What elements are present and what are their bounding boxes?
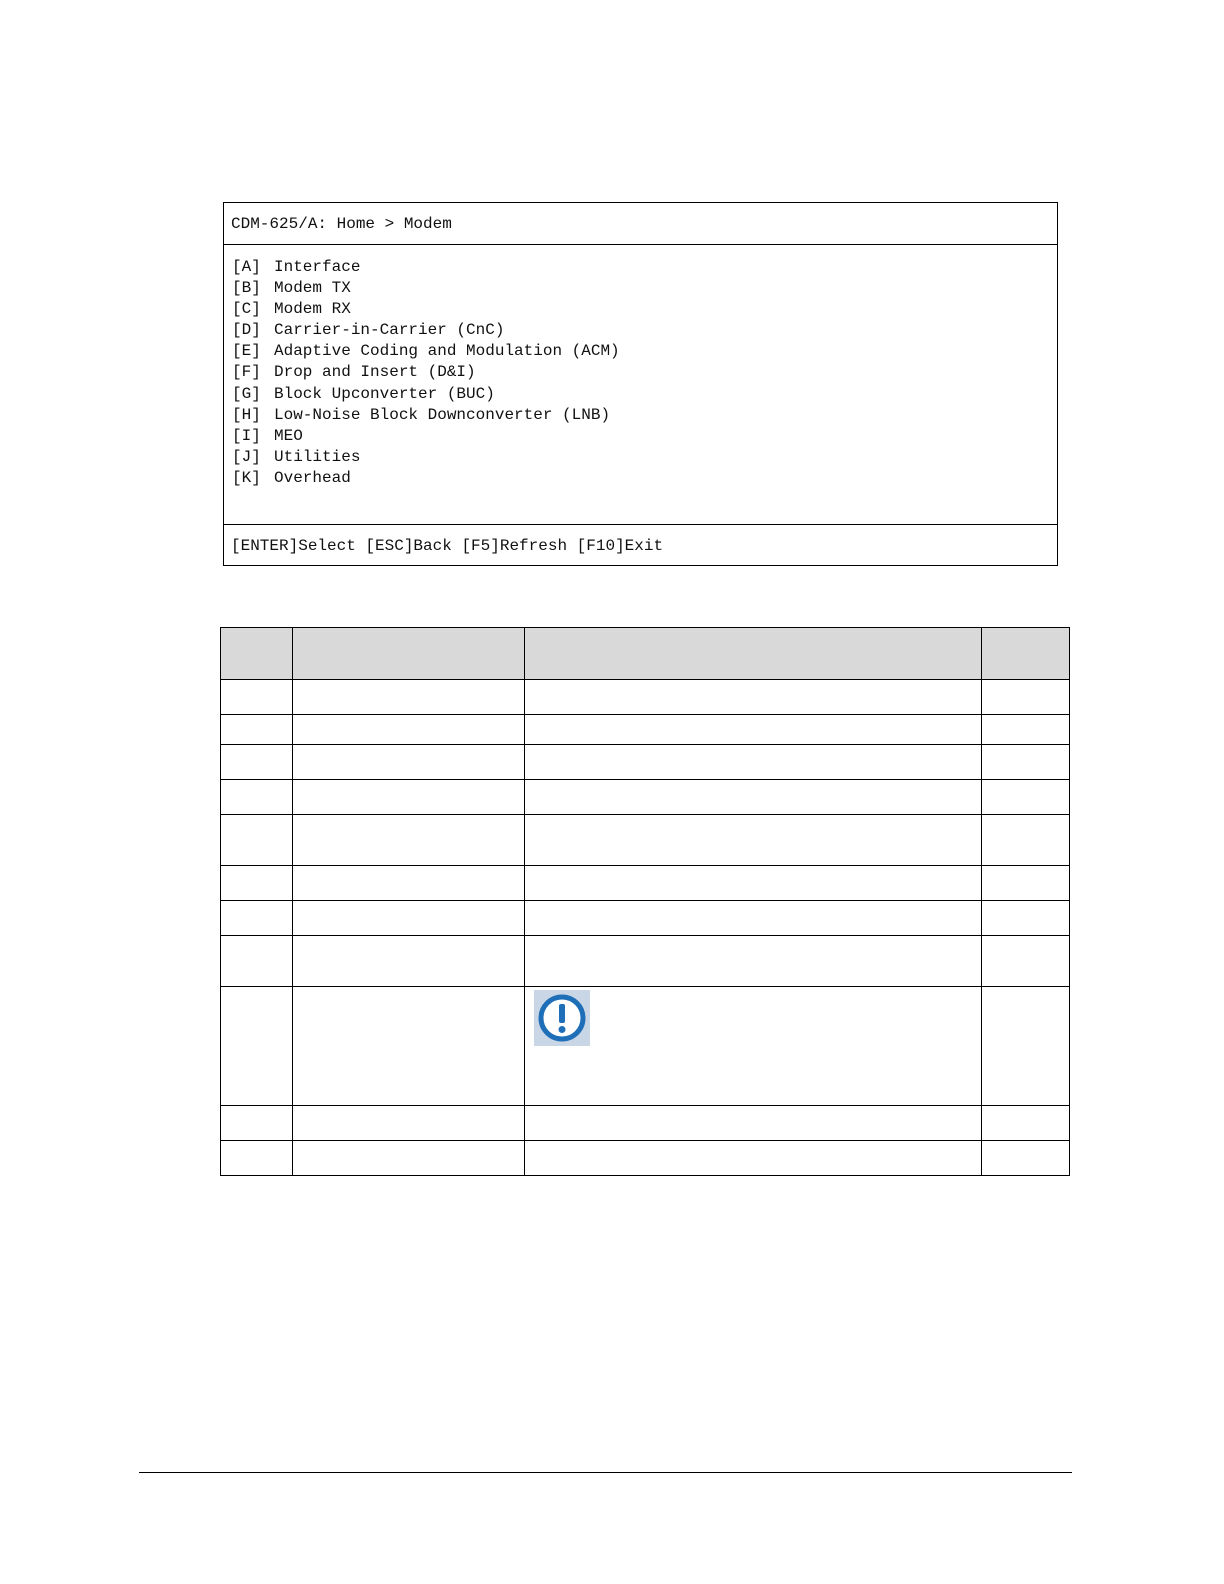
menu-key: [I] — [232, 426, 261, 445]
table-cell — [293, 780, 525, 815]
menu-item-overhead[interactable] — [232, 468, 620, 489]
table-row — [221, 745, 1070, 780]
menu-key: [K] — [232, 468, 261, 487]
table-cell — [981, 1141, 1069, 1176]
menu-item-cnc[interactable] — [232, 320, 620, 341]
terminal-window — [223, 202, 1058, 566]
table-cell — [221, 866, 293, 901]
table-header-row — [221, 628, 1070, 680]
table-cell — [981, 680, 1069, 715]
table-cell — [525, 987, 981, 1106]
table-cell — [981, 745, 1069, 780]
table-header-cell — [293, 628, 525, 680]
table-row — [221, 780, 1070, 815]
breadcrumb: CDM-625/A: Home > Modem — [231, 215, 452, 233]
table-cell — [293, 866, 525, 901]
table-cell — [221, 901, 293, 936]
table-cell — [221, 780, 293, 815]
table-cell — [293, 936, 525, 987]
table-cell — [525, 866, 981, 901]
table-header-cell — [981, 628, 1069, 680]
table-cell — [293, 745, 525, 780]
table-row — [221, 815, 1070, 866]
table-row — [221, 680, 1070, 715]
table-row — [221, 866, 1070, 901]
table-header-cell — [525, 628, 981, 680]
menu-item-interface[interactable] — [232, 257, 620, 278]
menu-label: Overhead — [274, 468, 351, 487]
menu-label: MEO — [274, 426, 303, 445]
table-cell — [525, 680, 981, 715]
table-cell — [293, 715, 525, 745]
menu-item-modem-tx[interactable] — [232, 278, 620, 299]
table-cell — [525, 745, 981, 780]
menu-key: [C] — [232, 300, 261, 319]
table-cell — [525, 901, 981, 936]
table-cell — [221, 987, 293, 1106]
menu-key: [G] — [232, 384, 261, 403]
table-cell — [293, 1106, 525, 1141]
table-cell — [981, 1106, 1069, 1141]
table-row — [221, 987, 1070, 1106]
table-row — [221, 936, 1070, 987]
menu-key: [F] — [232, 363, 261, 382]
table-cell — [221, 936, 293, 987]
menu-label: Utilities — [274, 447, 361, 466]
table-row — [221, 1141, 1070, 1176]
menu-label: Low-Noise Block Downconverter (LNB) — [274, 405, 611, 424]
menu-label: Block Upconverter (BUC) — [274, 384, 495, 403]
menu-key: [D] — [232, 321, 261, 340]
table-cell — [981, 936, 1069, 987]
table-cell — [221, 680, 293, 715]
table-cell — [221, 815, 293, 866]
key-hints: [ENTER]Select [ESC]Back [F5]Refresh [F10]Exit — [231, 537, 664, 555]
table-cell — [525, 1141, 981, 1176]
menu-key: [J] — [232, 447, 261, 466]
exclamation-circle-icon — [534, 990, 590, 1046]
table-header-cell — [221, 628, 293, 680]
table-cell — [293, 901, 525, 936]
menu-label: Adaptive Coding and Modulation (ACM) — [274, 342, 620, 361]
table-cell — [981, 780, 1069, 815]
table-cell — [525, 780, 981, 815]
table-cell — [221, 1106, 293, 1141]
table-row — [221, 715, 1070, 745]
menu-item-modem-rx[interactable] — [232, 299, 620, 320]
table-cell — [293, 1141, 525, 1176]
menu-item-meo[interactable] — [232, 426, 620, 447]
menu-label: Modem TX — [274, 279, 351, 298]
menu-key: [A] — [232, 258, 261, 276]
menu-item-lnb[interactable] — [232, 405, 620, 426]
menu-key: [H] — [232, 405, 261, 424]
terminal-footer — [224, 524, 1057, 566]
table-cell — [221, 745, 293, 780]
menu-label: Interface — [274, 258, 361, 276]
menu-key: [E] — [232, 342, 261, 361]
menu-label: Carrier-in-Carrier (CnC) — [274, 321, 505, 340]
table-cell — [525, 936, 981, 987]
table-cell — [293, 680, 525, 715]
table-cell — [525, 1106, 981, 1141]
menu-item-drop-insert[interactable] — [232, 362, 620, 383]
table-cell — [221, 1141, 293, 1176]
table-cell — [981, 901, 1069, 936]
table-cell — [525, 715, 981, 745]
table-row — [221, 1106, 1070, 1141]
menu-key: [B] — [232, 279, 261, 298]
menu-label: Modem RX — [274, 300, 351, 319]
menu-item-acm[interactable] — [232, 341, 620, 362]
table-row — [221, 901, 1070, 936]
menu-item-buc[interactable] — [232, 384, 620, 405]
table-cell — [525, 815, 981, 866]
table-cell — [981, 815, 1069, 866]
table-cell — [981, 715, 1069, 745]
table-cell — [221, 715, 293, 745]
terminal-header — [224, 203, 1057, 245]
menu-description-table — [220, 627, 1070, 1176]
table-cell — [293, 815, 525, 866]
menu-label: Drop and Insert (D&I) — [274, 363, 476, 382]
table-cell — [981, 987, 1069, 1106]
modem-menu — [232, 257, 620, 489]
table-cell — [293, 987, 525, 1106]
menu-item-utilities[interactable] — [232, 447, 620, 468]
page-footer-rule — [139, 1472, 1072, 1473]
table-cell — [981, 866, 1069, 901]
